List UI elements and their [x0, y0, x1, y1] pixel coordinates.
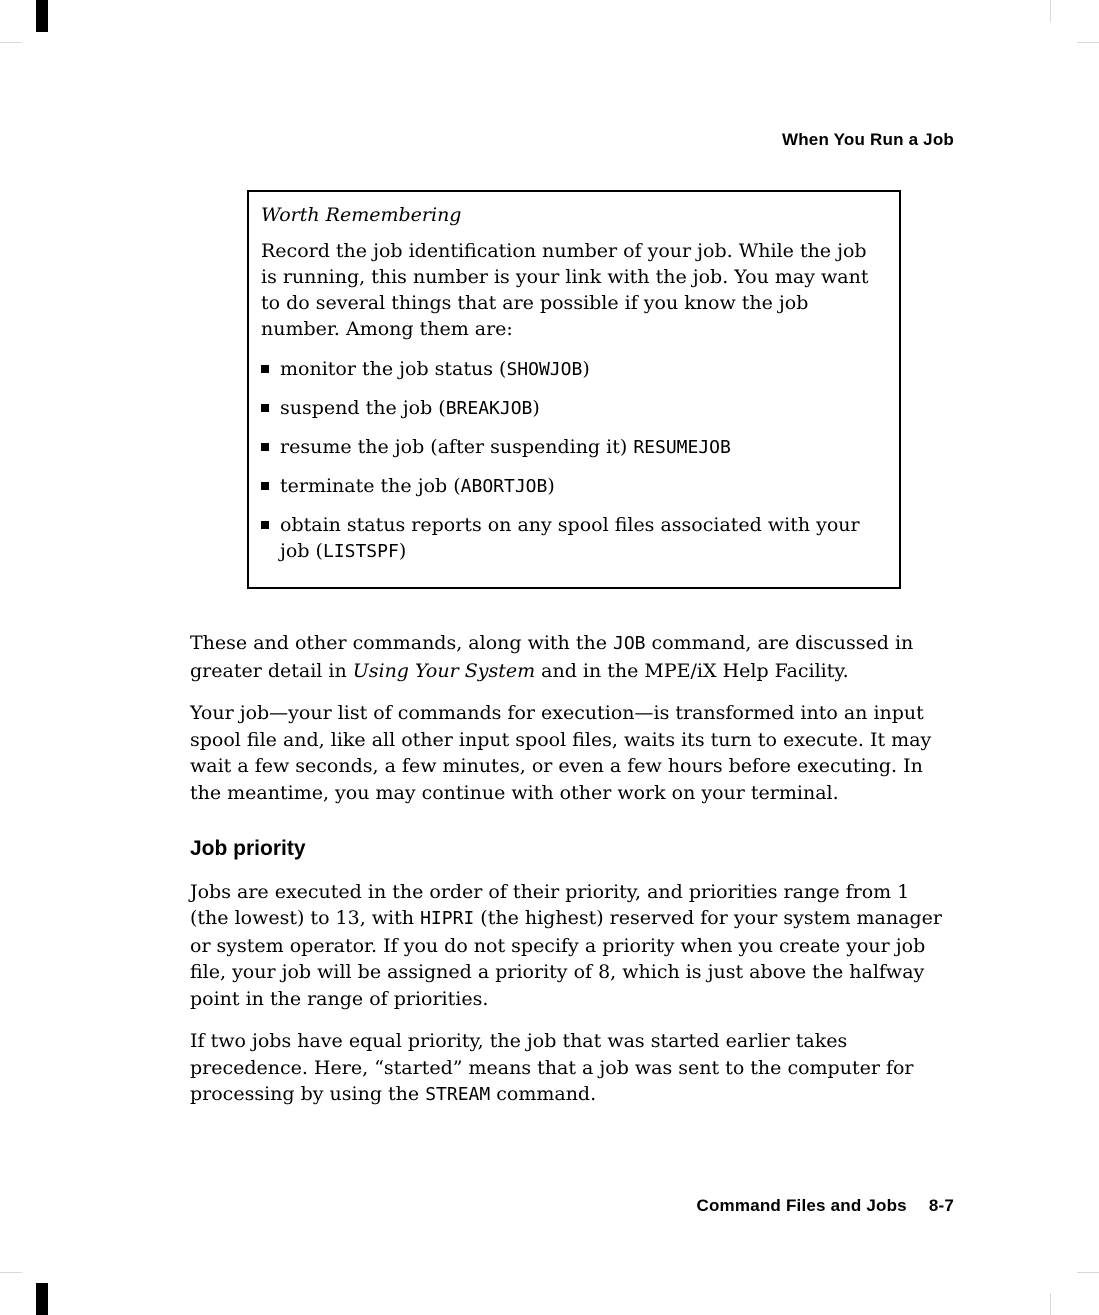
bullet-text: terminate the job (ABORTJOB) — [280, 475, 555, 497]
note-bullet-list — [261, 356, 883, 565]
main-text-column — [190, 630, 952, 1125]
crop-mark — [1077, 1272, 1099, 1273]
bullet-item — [261, 512, 883, 565]
page-header: When You Run a Job — [781, 130, 954, 149]
bullet-item — [261, 473, 883, 500]
bullet-item — [261, 434, 883, 461]
paragraph: Your job—your list of commands for execution—is transformed into an input spool file and, like all other input spool files, waits its turn to execute. It may wait a few seconds, a few minutes, or even a few hours before executing. In the meantime, you may continue with other work on your terminal. — [190, 702, 932, 804]
bullet-text: monitor the job status (SHOWJOB) — [280, 358, 590, 380]
bullet-text: suspend the job (BREAKJOB) — [280, 397, 540, 419]
paragraph: Jobs are executed in the order of their priority, and priorities range from 1 (the lowest) to 13, with HIPRI (the highest) reserved for your system manager or system operator. If you do not specify a priority when you create your job file, your job will be assigned a priority of 8, which is just above the halfway point in the range of priorities. — [190, 880, 942, 1010]
square-bullet-icon — [261, 365, 269, 373]
page-number: 8-7 — [928, 1196, 954, 1215]
corner-bar-bottom — [36, 1283, 48, 1315]
corner-bar-top — [36, 0, 48, 32]
bullet-item — [261, 395, 883, 422]
paragraph: These and other commands, along with the JOB command, are discussed in greater detail in Using Your System and in the MPE/iX Help Facility. — [190, 632, 914, 682]
paragraph: If two jobs have equal priority, the job that was started earlier takes precedence. Here, “started” means that a job was sent to the computer for processing by using the STREAM command. — [190, 1030, 914, 1105]
bullet-text: obtain status reports on any spool files associated with your job (LISTSPF) — [280, 514, 860, 562]
bullet-text: resume the job (after suspending it) RESUMEJOB — [280, 436, 731, 458]
page-footer — [697, 1196, 955, 1216]
square-bullet-icon — [261, 443, 269, 451]
square-bullet-icon — [261, 482, 269, 490]
crop-mark — [1077, 42, 1099, 43]
square-bullet-icon — [261, 404, 269, 412]
note-box — [247, 190, 901, 589]
bullet-item — [261, 356, 883, 383]
crop-mark — [1050, 1293, 1051, 1315]
footer-title: Command Files and Jobs — [696, 1196, 907, 1215]
section-heading: Job priority — [190, 837, 306, 860]
note-box-intro: Record the job identification number of your job. While the job is running, this number is your link with the job. You may want to do several things that are possible if you know the job number. Among them are: — [261, 240, 869, 340]
crop-mark — [1050, 0, 1051, 22]
crop-mark — [0, 1272, 22, 1273]
crop-mark — [0, 42, 22, 43]
square-bullet-icon — [261, 521, 269, 529]
note-box-title: Worth Remembering — [261, 204, 462, 226]
